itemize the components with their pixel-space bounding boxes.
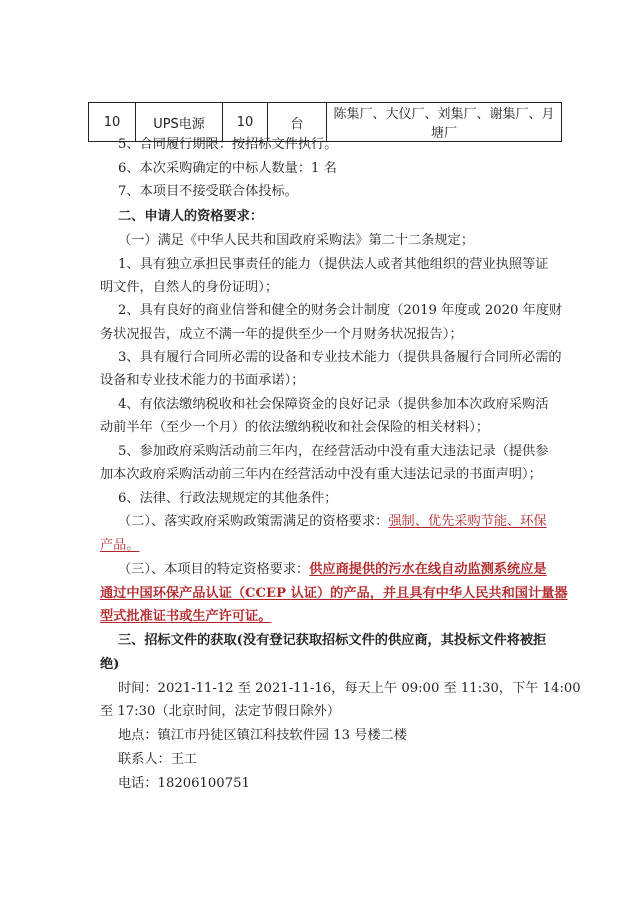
item-unit: 台 [268,103,327,142]
section-3-heading: 三、招标文件的获取(没有登记获取招标文件的供应商，其投标文件将被拒 [118,633,547,648]
section-3-heading-cont: 绝) [100,657,120,672]
req-2-line-b: 务状况报告，成立不满一年的提供至少一个月财务状况报告）； [100,327,463,342]
req-5-line-b: 加本次政府采购活动前三年内在经营活动中没有重大违法记录的书面声明）； [100,467,542,482]
no-consortium: 7、本项目不接受联合体投标。 [118,184,298,199]
sub-3-highlight-cont-2: 型式批准证书或生产许可证。 [100,609,272,624]
sub-2-highlight: 强制、优先采购节能、环保 [388,514,547,529]
req-3-line-a: 3、具有履行合同所必需的设备和专业技术能力（提供具备履行合同所必需的 [118,350,562,365]
req-1-line-a: 1、具有独立承担民事责任的能力（提供法人或者其他组织的营业执照等证 [118,257,549,272]
sub-3-highlight-cont-1: 通过中国环保产品认证（CCEP 认证）的产品，并且具有中华人民共和国计量器 [100,586,568,601]
sub-3-prefix: （三）、本项目的特定资格要求： [118,562,310,577]
item-name: UPS电源 [136,103,223,142]
req-5-line-a: 5、参加政府采购活动前三年内，在经营活动中没有重大违法记录（提供参 [118,444,549,459]
requirement-sub-3 [118,561,568,579]
item-number: 10 [89,103,136,142]
contact-person: 联系人：王工 [118,752,198,767]
req-2-line-a: 2、具有良好的商业信誉和健全的财务会计制度（2019 年度或 2020 年度财 [118,303,563,318]
req-4-line-a: 4、有依法缴纳税收和社会保障资金的良好记录（提供参加本次政府采购活 [118,397,549,412]
req-3-line-b: 设备和专业技术能力的书面承诺）； [100,373,305,388]
phone-number: 电话：18206100751 [118,776,250,791]
time-line-b: 至 17:30（北京时间，法定节假日除外） [100,704,341,719]
section-2-heading: 二、申请人的资格要求： [118,209,264,224]
requirement-sub-1: （一）满足《中华人民共和国政府采购法》第二十二条规定； [118,233,475,248]
req-4-line-b: 动前半年（至少一个月）的依法缴纳税收和社会保险的相关材料）； [100,420,490,435]
sub-3-highlight: 供应商提供的污水在线自动监测系统应是 [309,562,547,577]
contract-term: 5、合同履行期限：按招标文件执行。 [118,137,338,152]
item-quantity: 10 [223,103,268,142]
req-1-line-b: 明文件，自然人的身份证明）； [100,280,279,295]
req-6: 6、法律、行政法规规定的其他条件； [118,491,338,506]
sub-2-prefix: （二）、落实政府采购政策需满足的资格要求： [118,514,389,529]
winner-count: 6、本次采购确定的中标人数量：1 名 [118,161,337,176]
sub-2-highlight-cont: 产品。 [100,538,140,553]
time-line-a: 时间：2021-11-12 至 2021-11-16，每天上午 09:00 至 11:30，下午 14:00 [118,681,581,696]
address: 地点：镇江市丹徒区镇江科技软件园 13 号楼二楼 [118,728,407,743]
requirement-sub-2 [118,513,568,531]
item-locations: 陈集厂、大仪厂、刘集厂、谢集厂、月塘厂 [327,103,562,142]
